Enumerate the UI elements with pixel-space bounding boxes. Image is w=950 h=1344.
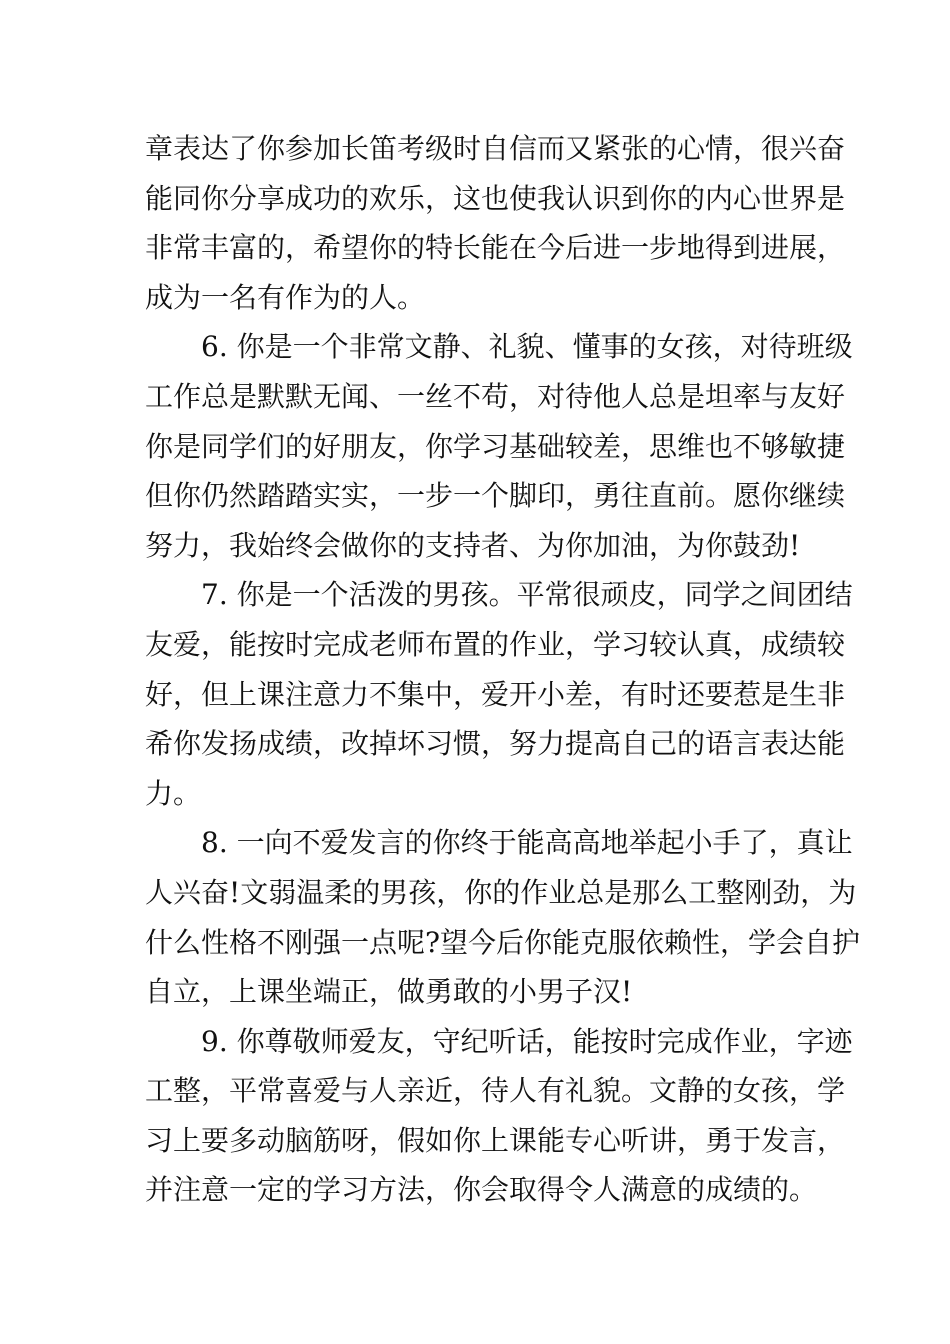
text-line: 自立，上课坐端正，做勇敢的小男子汉! <box>145 975 633 1009</box>
paragraph-9-first-line: 9. 你尊敬师爱友，守纪听话，能按时完成作业，字迹 <box>201 1024 853 1058</box>
text-line: 并注意一定的学习方法，你会取得令人满意的成绩的。 <box>145 1173 818 1207</box>
text-line: 友爱，能按时完成老师布置的作业，学习较认真，成绩较 <box>145 627 846 661</box>
text-line: 希你发扬成绩，改掉坏习惯，努力提高自己的语言表达能 <box>145 727 846 761</box>
text-line: 人兴奋!文弱温柔的男孩，你的作业总是那么工整刚劲，为 <box>145 875 857 909</box>
paragraph-8-first-line: 8. 一向不爱发言的你终于能高高地举起小手了，真让 <box>201 826 853 860</box>
text-line: 能同你分享成功的欢乐，这也使我认识到你的内心世界是 <box>145 181 846 215</box>
text-line: 工整，平常喜爱与人亲近，待人有礼貌。文静的女孩，学 <box>145 1074 846 1108</box>
text-line: 力。 <box>145 776 202 810</box>
text-line: 成为一名有作为的人。 <box>145 280 426 314</box>
body-text <box>145 124 861 1215</box>
text-line: 努力，我始终会做你的支持者、为你加油，为你鼓劲! <box>145 528 801 562</box>
text-line: 工作总是默默无闻、一丝不苟，对待他人总是坦率与友好 <box>145 379 846 413</box>
text-line: 但你仍然踏踏实实，一步一个脚印，勇往直前。愿你继续 <box>145 479 846 513</box>
text-line: 什么性格不刚强一点呢?望今后你能克服依赖性，学会自护 <box>145 925 861 959</box>
paragraph-6-first-line: 6. 你是一个非常文静、礼貌、懂事的女孩，对待班级 <box>201 330 853 364</box>
text-line: 非常丰富的，希望你的特长能在今后进一步地得到进展， <box>145 231 846 265</box>
paragraph-7-first-line: 7. 你是一个活泼的男孩。平常很顽皮，同学之间团结 <box>201 578 853 612</box>
text-line: 你是同学们的好朋友，你学习基础较差，思维也不够敏捷 <box>145 429 846 463</box>
text-line: 章表达了你参加长笛考级时自信而又紧张的心情，很兴奋 <box>145 132 846 165</box>
text-line: 习上要多动脑筋呀，假如你上课能专心听讲，勇于发言， <box>145 1123 846 1157</box>
text-line: 好，但上课注意力不集中，爱开小差，有时还要惹是生非 <box>145 677 846 711</box>
